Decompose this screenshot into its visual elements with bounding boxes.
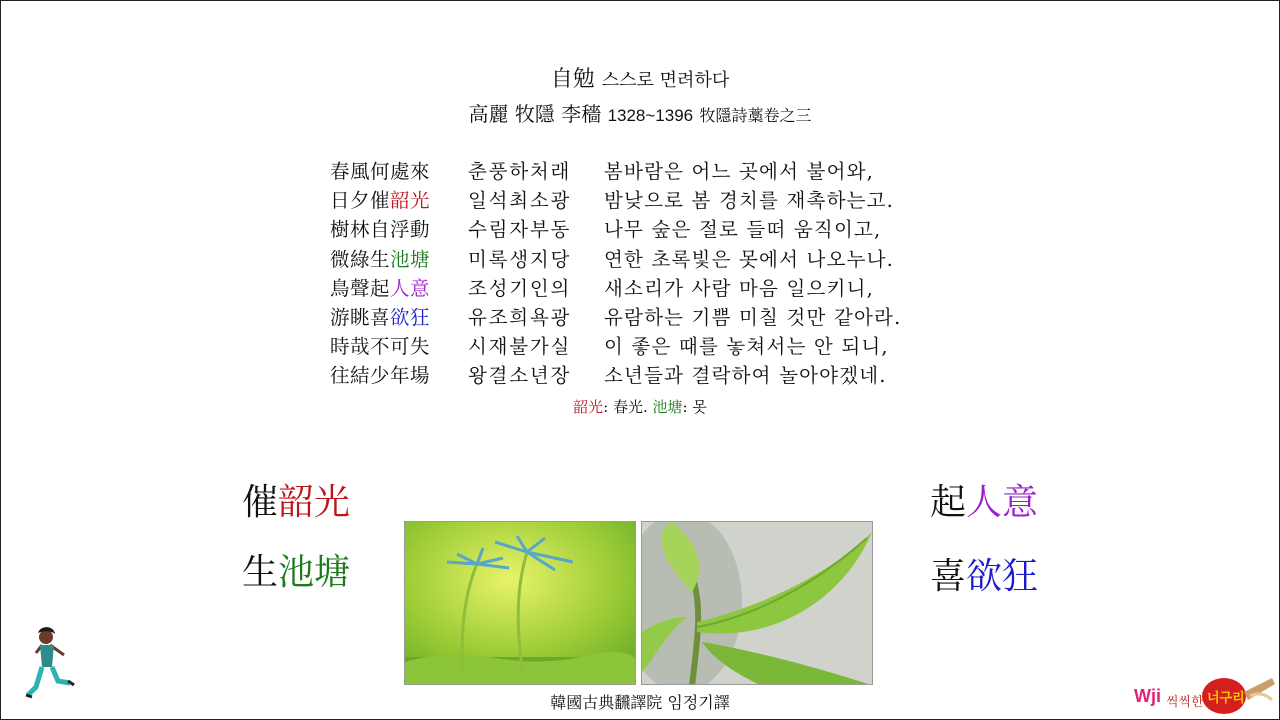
highlight-left-2 [242, 544, 350, 595]
poem-reading: 왕결소년장 [468, 364, 572, 388]
poem-translation: 소년들과 결락하여 놀아야겠네. [604, 364, 887, 388]
hanja-segment: 微綠生 [330, 247, 391, 271]
highlight-right-2 [930, 548, 1038, 599]
poem-hanja [330, 303, 468, 332]
hanja-segment: 日夕催 [330, 189, 391, 213]
poem-hanja [330, 332, 468, 361]
poem-reading: 조성기인의 [468, 276, 572, 300]
poem-translation: 연한 초록빛은 못에서 나오누나. [604, 247, 895, 271]
highlight-word: 池塘 [278, 552, 351, 593]
logo-brand: Wji [1134, 686, 1161, 706]
note-def-1: : 春光. [603, 398, 648, 416]
title-korean: 스스로 면려하다 [601, 70, 730, 91]
author-line [0, 98, 1280, 127]
leaves-image [642, 522, 873, 685]
poem-hanja [330, 215, 468, 244]
poem-hanja [330, 274, 468, 303]
title-hanja: 自勉 [550, 67, 595, 92]
hanja-segment: 往結少年場 [330, 364, 431, 388]
highlight-char: 起 [930, 482, 967, 523]
poem-line [330, 186, 901, 215]
hanja-segment: 池塘 [390, 247, 431, 271]
highlight-word: 韶光 [278, 482, 351, 523]
hanja-segment: 春風何處來 [330, 160, 431, 183]
poem-hanja [330, 157, 468, 186]
brand-logo [1132, 672, 1277, 716]
poem-line [330, 303, 901, 332]
poem-line [330, 245, 901, 274]
logo-tagline: 씩씩한 [1166, 695, 1204, 710]
hanja-segment: 欲狂 [390, 305, 431, 329]
highlight-word: 欲狂 [966, 556, 1039, 597]
poem-translation: 이 좋은 때를 놓쳐서는 안 되니, [604, 335, 889, 359]
note-def-2: : 못 [682, 398, 707, 416]
poem-reading: 유조희욕광 [468, 305, 572, 329]
poem-line [330, 274, 901, 303]
dancer-illustration [22, 625, 82, 705]
hanja-segment: 游眺喜 [330, 305, 391, 329]
poem-reading: 미록생지당 [468, 247, 572, 271]
highlight-left-1 [242, 474, 350, 525]
hanja-segment: 鳥聲起 [330, 276, 391, 300]
hanja-segment: 樹林自浮動 [330, 218, 431, 242]
poem-reading: 수림자부동 [468, 218, 572, 242]
sprouts-photo [404, 521, 636, 685]
poem-reading: 시재불가실 [468, 335, 572, 359]
poem-line [330, 215, 901, 244]
hanja-segment: 韶光 [390, 189, 431, 213]
author-name: 高麗 牧隱 李穡 [468, 102, 602, 126]
poem-hanja [330, 186, 468, 215]
poem-reading: 춘풍하처래 [468, 160, 572, 183]
poem-translation: 유람하는 기쁨 미칠 것만 같아라. [604, 305, 902, 329]
poem-title [0, 62, 1280, 93]
author-source: 牧隱詩藁卷之三 [699, 106, 812, 125]
highlight-word: 人意 [966, 482, 1039, 523]
poem-body [330, 157, 901, 391]
highlight-char: 生 [242, 552, 279, 593]
poem-line [330, 361, 901, 390]
vocab-note [0, 396, 1280, 417]
leaves-photo [641, 521, 873, 685]
highlight-right-1 [930, 474, 1038, 525]
poem-translation: 밤낮으로 봄 경치를 재촉하는고. [604, 189, 895, 213]
sprouts-image [405, 522, 636, 685]
hanja-segment: 時哉不可失 [330, 335, 431, 359]
note-word-2: 池塘 [652, 398, 683, 416]
poem-hanja [330, 245, 468, 274]
poem-hanja [330, 361, 468, 390]
logo-mascot: 너구리 [1207, 691, 1245, 706]
poem-reading: 일석최소광 [468, 189, 572, 213]
highlight-char: 催 [242, 482, 279, 523]
poem-line [330, 332, 901, 361]
poem-translation: 나무 숲은 절로 들떠 움직이고, [604, 218, 882, 242]
poem-translation: 새소리가 사람 마음 일으키니, [604, 276, 875, 300]
hanja-segment: 人意 [390, 276, 431, 300]
author-years: 1328~1396 [607, 106, 694, 125]
note-word-1: 韶光 [573, 398, 604, 416]
highlight-char: 喜 [930, 556, 967, 597]
poem-line [330, 157, 901, 186]
poem-translation: 봄바람은 어느 곳에서 불어와, [604, 160, 875, 183]
translation-credit: 韓國古典飜譯院 임정기譯 [550, 693, 730, 712]
